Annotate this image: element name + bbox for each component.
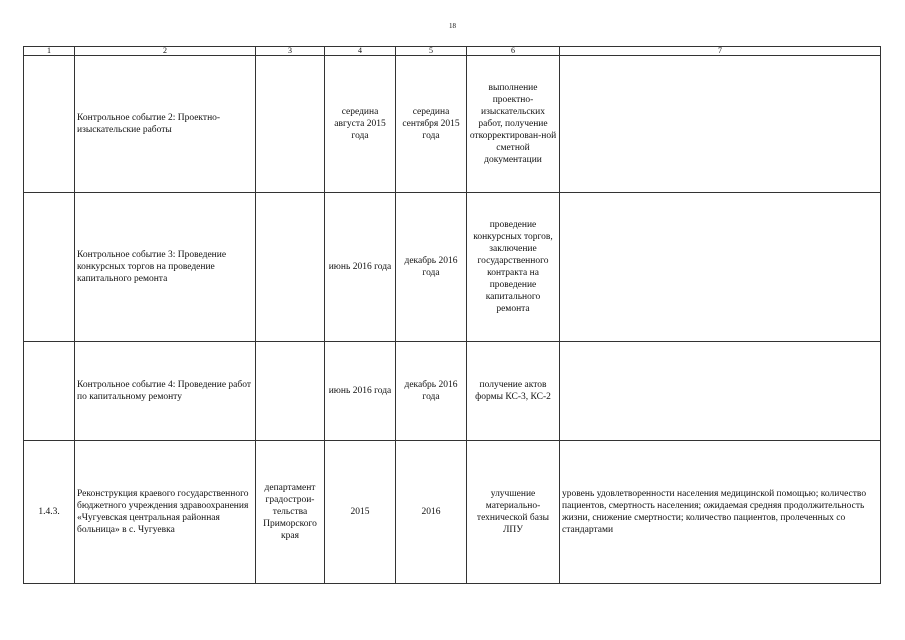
start-date: середина августа 2015 года <box>325 56 396 193</box>
column-header: 6 <box>467 47 560 56</box>
executor <box>256 342 325 441</box>
start-date: июнь 2016 года <box>325 342 396 441</box>
column-header: 1 <box>24 47 75 56</box>
table-row <box>24 342 881 441</box>
start-date: 2015 <box>325 441 396 584</box>
end-date: середина сентября 2015 года <box>396 56 467 193</box>
row-number <box>24 342 75 441</box>
end-date: декабрь 2016 года <box>396 193 467 342</box>
column-header: 5 <box>396 47 467 56</box>
header-row <box>24 47 881 56</box>
event-name: Контрольное событие 3: Проведение конкурсных торгов на проведение капитального ремонта <box>75 193 256 342</box>
executor <box>256 193 325 342</box>
table-row <box>24 193 881 342</box>
start-date: июнь 2016 года <box>325 193 396 342</box>
row-number: 1.4.3. <box>24 441 75 584</box>
expected-result: получение актов формы КС-3, КС-2 <box>467 342 560 441</box>
event-name: Контрольное событие 4: Проведение работ по капитальному ремонту <box>75 342 256 441</box>
expected-result: проведение конкурсных торгов, заключение государственного контракта на проведение капитального ремонта <box>467 193 560 342</box>
executor: департамент градострои-тельства Приморского края <box>256 441 325 584</box>
indicators <box>560 193 881 342</box>
column-header: 4 <box>325 47 396 56</box>
executor <box>256 56 325 193</box>
column-header: 2 <box>75 47 256 56</box>
table-row <box>24 56 881 193</box>
expected-result: выполнение проектно-изыскательских работ, получение откорректирован-ной сметной документации <box>467 56 560 193</box>
column-header: 3 <box>256 47 325 56</box>
indicators <box>560 342 881 441</box>
indicators <box>560 56 881 193</box>
row-number <box>24 193 75 342</box>
event-name: Реконструкция краевого государственного бюджетного учреждения здравоохранения «Чугуевская центральная районная больница» в с. Чугуевка <box>75 441 256 584</box>
indicators: уровень удовлетворенности населения медицинской помощью; количество пациентов, смертность населения; ожидаемая средняя продолжительность жизни, снижение смертности; количество пациентов, пролеченных со стандартами <box>560 441 881 584</box>
end-date: 2016 <box>396 441 467 584</box>
page-number: 18 <box>449 22 456 30</box>
event-name: Контрольное событие 2: Проектно-изыскательские работы <box>75 56 256 193</box>
row-number <box>24 56 75 193</box>
plan-table <box>23 46 881 584</box>
end-date: декабрь 2016 года <box>396 342 467 441</box>
table-row <box>24 441 881 584</box>
column-header: 7 <box>560 47 881 56</box>
expected-result: улучшение материально-технической базы ЛПУ <box>467 441 560 584</box>
